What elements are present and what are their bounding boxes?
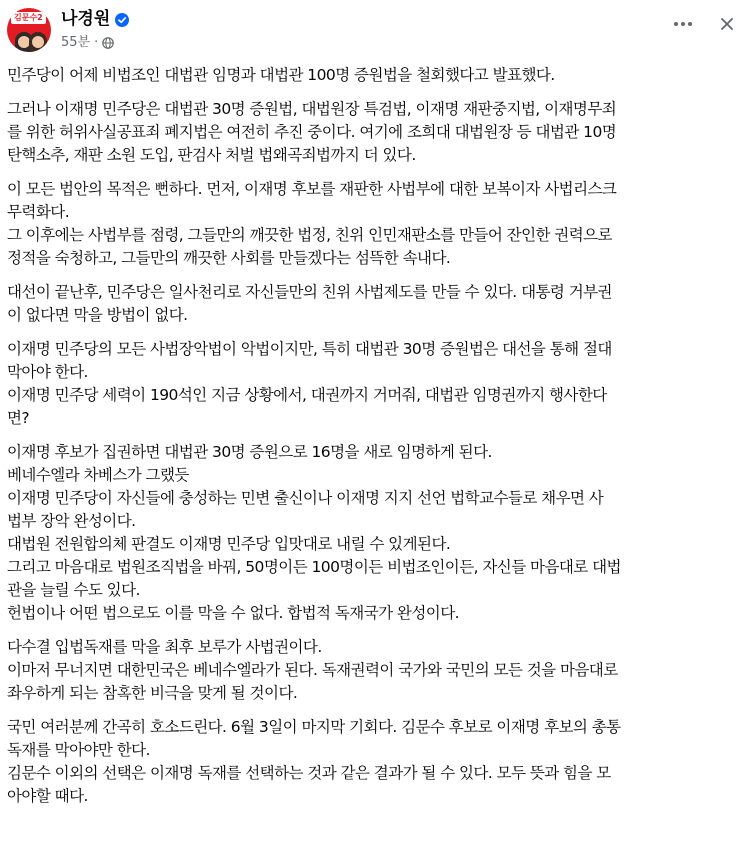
author-name[interactable]: 나경원 <box>61 9 111 29</box>
more-horizontal-icon <box>673 21 693 27</box>
post-paragraph <box>7 178 744 270</box>
post-text-line: 이재명 후보가 집권하면 대법관 30명 증원으로 16명을 새로 임명하게 된다. <box>7 443 492 461</box>
post-text-line: 관을 늘릴 수도 있다. <box>7 581 140 599</box>
post-text-line: 이마저 무너지면 대한민국은 베네수엘라가 된다. 독재권력이 국가와 국민의 모든 것을 마음대로 <box>7 661 618 679</box>
post-paragraph <box>7 338 744 430</box>
post-text-line: 그리고 마음대로 법원조직법을 바꿔, 50명이든 100명이든 비법조인이든, 자신들 마음대로 대법 <box>7 558 621 576</box>
post-text-line: 다수결 입법독재를 막을 최후 보루가 사법권이다. <box>7 638 322 656</box>
post-paragraph <box>7 441 744 625</box>
post-body <box>7 64 744 819</box>
post-text-line: 법부 장악 완성이다. <box>7 512 136 530</box>
post-text-line: 김문수 이외의 선택은 이재명 독재를 선택하는 것과 같은 결과가 될 수 있다. 모두 뜻과 힘을 모 <box>7 764 611 782</box>
post-paragraph <box>7 98 744 167</box>
post-text-line: 대법원 전원합의체 판결도 이재명 민주당 입맛대로 내릴 수 있게된다. <box>7 535 451 553</box>
post-text-line: 이재명 민주당이 자신들에 충성하는 민변 출신이나 이재명 지지 선언 법학교수들로 채우면 사 <box>7 489 604 507</box>
post-text-line: 면? <box>7 409 30 427</box>
post-text-line: 좌우하게 되는 참혹한 비극을 맞게 될 것이다. <box>7 684 298 702</box>
avatar-badge: 김문수2 <box>11 12 46 24</box>
close-icon <box>719 16 735 32</box>
post-text-line: 정적을 숙청하고, 그들만의 깨끗한 사회를 만들겠다는 섬뜩한 속내다. <box>7 249 451 267</box>
post-paragraph <box>7 636 744 705</box>
meta-separator: · <box>94 35 99 50</box>
avatar-person-icon <box>29 32 47 52</box>
post-text-line: 대선이 끝난후, 민주당은 일사천리로 자신들만의 친위 사법제도를 만들 수 있다. 대통령 거부권 <box>7 283 612 301</box>
post-text-line: 를 위한 허위사실공표죄 폐지법은 여전히 추진 중이다. 여기에 조희대 대법원장 등 대법관 10명 <box>7 123 617 141</box>
post-text-line: 국민 여러분께 간곡히 호소드린다. 6월 3일이 마지막 기회다. 김문수 후보로 이재명 후보의 총통 <box>7 718 621 736</box>
post-text-line: 독재를 막아야만 한다. <box>7 741 150 759</box>
post-text-line: 이재명 민주당의 모든 사법장악법이 악법이지만, 특히 대법관 30명 증원법은 대선을 통해 절대 <box>7 340 612 358</box>
post-header <box>0 0 751 60</box>
post-text-line: 아야할 때다. <box>7 787 88 805</box>
post-text-line: 이 모든 법안의 목적은 뻔하다. 먼저, 이재명 후보를 재판한 사법부에 대한 보복이자 사법리스크 <box>7 180 617 198</box>
post-text-line: 막아야 한다. <box>7 363 88 381</box>
post-paragraph <box>7 281 744 327</box>
post-text-line: 그 이후에는 사법부를 점령, 그들만의 깨끗한 법정, 친위 인민재판소를 만들어 잔인한 권력으로 <box>7 226 612 244</box>
more-options-button[interactable] <box>668 14 698 34</box>
post-paragraph <box>7 716 744 808</box>
globe-icon[interactable] <box>102 37 114 49</box>
post-timestamp[interactable]: 55분 <box>61 35 91 50</box>
post-text-line: 그러나 이재명 민주당은 대법관 30명 증원법, 대법원장 특검법, 이재명 재판중지법, 이재명무죄 <box>7 100 617 118</box>
post-text-line: 베네수엘라 차베스가 그랬듯 <box>7 466 189 484</box>
post-text-line: 이 없다면 막을 방법이 없다. <box>7 306 188 324</box>
post-text-line: 이재명 민주당 세력이 190석인 지금 상황에서, 대권까지 거머줘, 대법관 임명권까지 행사한다 <box>7 386 607 404</box>
verified-badge-icon <box>115 12 129 26</box>
post-text-line: 헌법이나 어떤 법으로도 이를 막을 수 없다. 합법적 독재국가 완성이다. <box>7 604 459 622</box>
close-button[interactable] <box>717 14 737 34</box>
post-text-line: 민주당이 어제 비법조인 대법관 임명과 대법관 100명 증원법을 철회했다고 발표했다. <box>7 66 555 84</box>
author-row <box>61 8 129 30</box>
post-paragraph <box>7 64 744 87</box>
post-text-line: 탄핵소추, 재판 소원 도입, 판검사 처벌 법왜곡죄법까지 더 있다. <box>7 146 416 164</box>
post-text-line: 무력화다. <box>7 203 70 221</box>
avatar[interactable] <box>7 8 51 52</box>
post-meta <box>61 35 114 51</box>
